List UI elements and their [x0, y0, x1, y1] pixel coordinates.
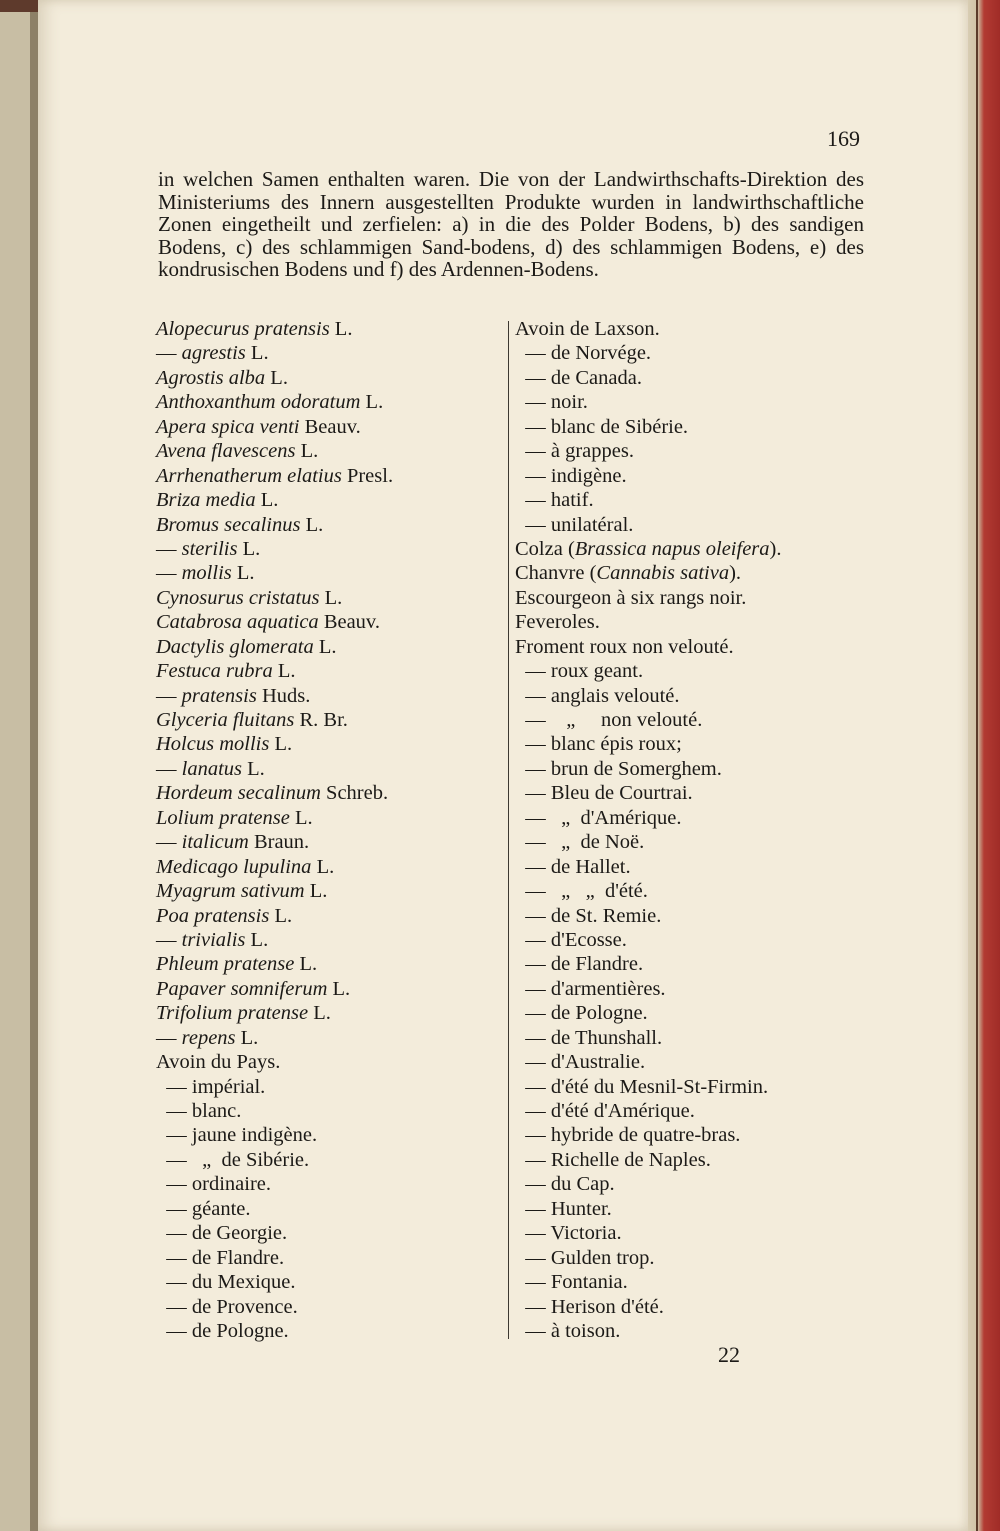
- list-item: [515, 488, 875, 512]
- entry-suffix: L.: [304, 880, 328, 903]
- entry-suffix: Schreb.: [320, 782, 389, 805]
- list-item: [515, 708, 875, 732]
- entry-text: —: [156, 757, 182, 780]
- entry-suffix: L.: [300, 513, 324, 536]
- signature-mark: 22: [718, 1342, 740, 1367]
- list-item: [156, 537, 506, 561]
- list-item: [156, 464, 506, 488]
- entry-latin-name: Dactylis glomerata: [156, 635, 314, 658]
- entry-latin-name: Avena flavescens: [156, 440, 296, 463]
- list-item: [156, 757, 506, 781]
- list-item: [515, 855, 875, 879]
- entry-text: Chanvre (: [515, 562, 597, 585]
- entry-suffix: Braun.: [248, 831, 310, 854]
- entry-suffix: Beauv.: [318, 611, 380, 634]
- entry-text: — de Flandre.: [156, 1246, 285, 1269]
- list-item: [156, 1050, 506, 1074]
- entry-text: — de Hallet.: [515, 855, 631, 878]
- entry-text: Colza (: [515, 537, 575, 560]
- entry-suffix: ).: [729, 562, 742, 585]
- list-item: [515, 830, 875, 854]
- entry-text: — d'été du Mesnil-St-Firmin.: [515, 1075, 769, 1098]
- entry-text: — blanc épis roux;: [515, 733, 682, 756]
- list-item: [156, 513, 506, 537]
- entry-latin-name: Briza media: [156, 489, 256, 512]
- list-item: [156, 635, 506, 659]
- entry-text: — ordinaire.: [156, 1173, 271, 1196]
- entry-latin-name: Catabrosa aquatica: [156, 611, 319, 634]
- entry-latin-name: Medicago lupulina: [156, 855, 312, 878]
- list-item: [156, 806, 506, 830]
- entry-text: Avoin de Laxson.: [515, 318, 660, 340]
- list-item: [156, 879, 506, 903]
- list-item: [156, 317, 506, 341]
- list-item: [515, 684, 875, 708]
- entry-suffix: Presl.: [341, 464, 394, 487]
- entry-text: —: [156, 831, 182, 854]
- entry-suffix: L.: [237, 537, 261, 560]
- list-item: [515, 1172, 875, 1196]
- list-item: [515, 659, 875, 683]
- entry-suffix: L.: [245, 342, 269, 365]
- entry-text: — indigène.: [515, 464, 627, 487]
- entry-text: — de Norvége.: [515, 342, 652, 365]
- list-item: [515, 1319, 875, 1343]
- entry-latin-name: Agrostis alba: [156, 366, 266, 389]
- page-edge: [968, 0, 1000, 1531]
- entry-latin-name: trivialis: [181, 928, 246, 951]
- entry-text: —: [156, 1026, 182, 1049]
- entry-text: — de Flandre.: [515, 953, 644, 976]
- entry-suffix: L.: [308, 1002, 331, 1025]
- list-item: [156, 830, 506, 854]
- entry-text: — jaune indigène.: [156, 1124, 318, 1147]
- entry-text: — de Georgie.: [156, 1222, 288, 1245]
- list-item: [515, 1197, 875, 1221]
- entry-latin-name: repens: [181, 1026, 236, 1049]
- entry-text: — blanc de Sibérie.: [515, 415, 689, 438]
- entry-latin-name: Brassica napus oleifera: [574, 537, 770, 560]
- entry-text: — à toison.: [515, 1319, 621, 1342]
- list-item: [515, 341, 875, 365]
- list-item: [515, 1123, 875, 1147]
- entry-latin-name: Papaver somniferum: [156, 977, 328, 1000]
- list-item: [156, 488, 506, 512]
- list-item: [156, 659, 506, 683]
- entry-text: — impérial.: [156, 1075, 266, 1098]
- entry-text: — noir.: [515, 391, 588, 414]
- entry-suffix: R. Br.: [294, 709, 348, 731]
- list-item: [515, 757, 875, 781]
- entry-suffix: L.: [311, 855, 335, 878]
- list-item: [515, 464, 875, 488]
- right-varieties-column: [515, 317, 875, 1343]
- entry-suffix: ).: [769, 537, 782, 560]
- list-item: [156, 1221, 506, 1245]
- column-divider: [508, 321, 509, 1339]
- list-item: [515, 1221, 875, 1245]
- binding-strip: [0, 0, 38, 1531]
- entry-text: — de Pologne.: [515, 1002, 648, 1025]
- list-item: [515, 1075, 875, 1099]
- list-item: [515, 1050, 875, 1074]
- entry-text: — „ de Sibérie.: [156, 1148, 310, 1171]
- entry-suffix: L.: [245, 928, 269, 951]
- entry-suffix: L.: [235, 1026, 259, 1049]
- entry-text: — Richelle de Naples.: [515, 1148, 711, 1171]
- entry-suffix: L.: [289, 806, 313, 829]
- entry-text: —: [156, 342, 182, 365]
- entry-text: — Fontania.: [515, 1271, 628, 1294]
- list-item: [515, 928, 875, 952]
- entry-text: —: [156, 537, 182, 560]
- entry-text: — Bleu de Courtrai.: [515, 782, 693, 805]
- list-item: [156, 1172, 506, 1196]
- list-item: [515, 904, 875, 928]
- entry-text: — géante.: [156, 1197, 251, 1220]
- list-item: [515, 1026, 875, 1050]
- entry-latin-name: lanatus: [181, 757, 242, 780]
- entry-latin-name: Apera spica venti: [156, 415, 300, 438]
- entry-text: — Victoria.: [515, 1222, 622, 1245]
- list-item: [156, 415, 506, 439]
- entry-latin-name: Trifolium pratense: [156, 1002, 309, 1025]
- intro-paragraph: in welchen Samen enthalten waren. Die von der Landwirthschafts-Direktion des Ministeriums des Innern ausgestellten Produkte wurden in landwirthschaftliche Zonen eingetheilt und zerfielen: a) in die des Polder Bodens, b) des sandigen Bodens, c) des schlammigen Sand-bodens, d) des schlammigen Bodens, e) des kondrusischen Bodens und f) des Ardennen-Bodens.: [158, 167, 864, 281]
- list-item: [515, 1270, 875, 1294]
- entry-text: — à grappes.: [515, 440, 634, 463]
- list-item: [156, 341, 506, 365]
- entry-latin-name: sterilis: [181, 537, 238, 560]
- entry-latin-name: pratensis: [181, 684, 257, 707]
- entry-text: Froment roux non velouté.: [515, 635, 734, 658]
- list-item: [156, 1075, 506, 1099]
- entry-latin-name: Arrhenatherum elatius: [156, 464, 342, 487]
- binding-hinge: [30, 0, 38, 1531]
- entry-text: — hatif.: [515, 489, 594, 512]
- entry-suffix: L.: [272, 660, 296, 683]
- entry-text: — hybride de quatre-bras.: [515, 1124, 741, 1147]
- list-item: [156, 586, 506, 610]
- list-item: [156, 732, 506, 756]
- list-item: [156, 1148, 506, 1172]
- list-item: [515, 879, 875, 903]
- list-item: [156, 610, 506, 634]
- entry-latin-name: Bromus secalinus: [156, 513, 301, 536]
- entry-latin-name: Cannabis sativa: [596, 562, 730, 585]
- list-item: [156, 952, 506, 976]
- list-item: [156, 977, 506, 1001]
- entry-text: — „ d'Amérique.: [515, 806, 682, 829]
- list-item: [515, 977, 875, 1001]
- list-item: [515, 806, 875, 830]
- entry-suffix: L.: [327, 977, 351, 1000]
- list-item: [515, 952, 875, 976]
- entry-text: — de Provence.: [156, 1295, 298, 1318]
- entry-text: Avoin du Pays.: [156, 1051, 281, 1074]
- list-item: [156, 1295, 506, 1319]
- list-item: [515, 439, 875, 463]
- entry-text: —: [156, 562, 182, 585]
- list-item: [156, 1123, 506, 1147]
- entry-text: — d'armentières.: [515, 977, 666, 1000]
- entry-suffix: L.: [255, 489, 279, 512]
- entry-text: — „ non velouté.: [515, 709, 703, 731]
- entry-latin-name: Holcus mollis: [156, 733, 270, 756]
- entry-suffix: L.: [319, 586, 343, 609]
- entry-latin-name: Hordeum secalinum: [156, 782, 321, 805]
- list-item: [515, 635, 875, 659]
- entry-suffix: L.: [231, 562, 255, 585]
- list-item: [156, 708, 506, 732]
- entry-suffix: L.: [360, 391, 384, 414]
- list-item: [156, 1099, 506, 1123]
- list-item: [515, 610, 875, 634]
- list-item: [156, 390, 506, 414]
- list-item: [515, 366, 875, 390]
- list-item: [156, 439, 506, 463]
- entry-text: — de Canada.: [515, 366, 642, 389]
- entry-latin-name: Alopecurus pratensis: [156, 318, 330, 340]
- list-item: [156, 1026, 506, 1050]
- entry-text: — d'Ecosse.: [515, 928, 627, 951]
- list-item: [515, 732, 875, 756]
- list-item: [156, 855, 506, 879]
- page-edge-line: [976, 0, 978, 1531]
- list-item: [515, 1148, 875, 1172]
- list-item: [156, 561, 506, 585]
- entry-latin-name: mollis: [181, 562, 232, 585]
- list-item: [515, 513, 875, 537]
- entry-text: — du Mexique.: [156, 1271, 296, 1294]
- entry-text: — de Pologne.: [156, 1319, 289, 1342]
- entry-latin-name: Cynosurus cristatus: [156, 586, 320, 609]
- entry-suffix: L.: [329, 318, 353, 340]
- entry-suffix: L.: [265, 366, 288, 389]
- list-item: [515, 317, 875, 341]
- list-item: [515, 1246, 875, 1270]
- entry-latin-name: Poa pratensis: [156, 904, 270, 927]
- entry-suffix: L.: [313, 635, 337, 658]
- list-item: [156, 1270, 506, 1294]
- list-item: [156, 904, 506, 928]
- left-species-column: [156, 317, 506, 1343]
- entry-text: — Hunter.: [515, 1197, 612, 1220]
- entry-suffix: Huds.: [256, 684, 311, 707]
- entry-latin-name: italicum: [181, 831, 249, 854]
- entry-latin-name: Lolium pratense: [156, 806, 290, 829]
- list-item: [156, 366, 506, 390]
- list-item: [515, 561, 875, 585]
- entry-text: — Gulden trop.: [515, 1246, 655, 1269]
- list-item: [156, 684, 506, 708]
- entry-latin-name: Glyceria fluitans: [156, 709, 295, 731]
- list-item: [515, 390, 875, 414]
- entry-text: — de St. Remie.: [515, 904, 662, 927]
- list-item: [515, 1099, 875, 1123]
- list-item: [515, 781, 875, 805]
- list-item: [515, 415, 875, 439]
- entry-suffix: L.: [242, 757, 265, 780]
- list-item: [156, 1001, 506, 1025]
- entry-text: — unilatéral.: [515, 513, 634, 536]
- list-item: [156, 1319, 506, 1343]
- entry-text: — „ de Noë.: [515, 831, 645, 854]
- entry-text: —: [156, 684, 182, 707]
- entry-text: — d'Australie.: [515, 1051, 646, 1074]
- entry-text: — roux geant.: [515, 660, 644, 683]
- list-item: [156, 1197, 506, 1221]
- entry-latin-name: agrestis: [181, 342, 246, 365]
- list-item: [156, 1246, 506, 1270]
- entry-latin-name: Festuca rubra: [156, 660, 273, 683]
- entry-text: — brun de Somerghem.: [515, 757, 722, 780]
- entry-suffix: L.: [294, 953, 318, 976]
- entry-text: —: [156, 928, 182, 951]
- entry-suffix: L.: [295, 440, 319, 463]
- entry-latin-name: Phleum pratense: [156, 953, 295, 976]
- entry-latin-name: Myagrum sativum: [156, 880, 305, 903]
- list-item: [156, 781, 506, 805]
- entry-text: — de Thunshall.: [515, 1026, 663, 1049]
- entry-text: Escourgeon à six rangs noir.: [515, 586, 747, 609]
- entry-text: Feveroles.: [515, 611, 600, 634]
- list-item: [515, 1295, 875, 1319]
- entry-suffix: L.: [269, 904, 293, 927]
- entry-suffix: Beauv.: [299, 415, 361, 438]
- page-number: 169: [827, 126, 860, 151]
- entry-text: — d'été d'Amérique.: [515, 1100, 695, 1122]
- list-item: [515, 586, 875, 610]
- entry-text: — blanc.: [156, 1100, 242, 1122]
- entry-text: — Herison d'été.: [515, 1295, 664, 1318]
- entry-suffix: L.: [269, 733, 293, 756]
- list-item: [156, 928, 506, 952]
- entry-text: — anglais velouté.: [515, 684, 680, 707]
- list-item: [515, 1001, 875, 1025]
- list-item: [515, 537, 875, 561]
- entry-text: — du Cap.: [515, 1173, 615, 1196]
- entry-text: — „ „ d'été.: [515, 880, 648, 903]
- entry-latin-name: Anthoxanthum odoratum: [156, 391, 361, 414]
